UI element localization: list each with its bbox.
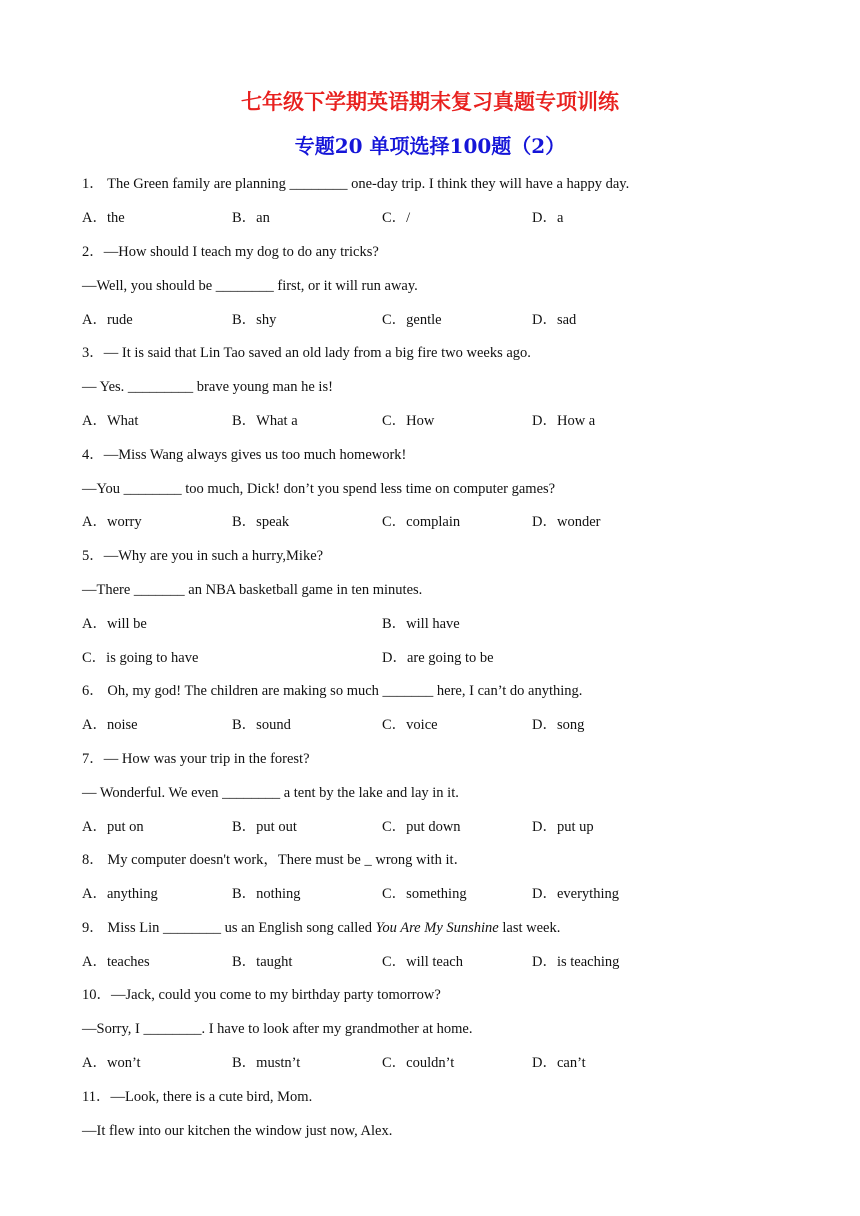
question-number: 1． [82,176,104,192]
q4-option-a: A．worry [82,514,142,530]
question-7-stem [82,749,310,769]
q3-option-c: C．How [382,413,435,429]
q2-option-a: A．rude [82,312,133,328]
q8-option-c: C．something [382,886,467,902]
page-subtitle: 专题20 单项选择100题（2） [294,134,566,158]
q6-option-b: B．sound [232,717,291,733]
q4-option-d: D．wonder [532,514,601,530]
q5-option-a: A．will be [82,616,147,632]
q3-option-a: A．What [82,413,139,429]
question-5-reply: —There _______ an NBA basketball game in ten minutes. [82,582,423,598]
question-2-stem [82,242,379,262]
question-6-stem [82,681,582,701]
question-text: —Why are you in such a hurry,Mike? [103,548,324,564]
q4-option-b: B．speak [232,514,290,530]
question-number: 9． [82,920,104,936]
question-10-reply: —Sorry, I ________. I have to look after my grandmother at home. [82,1021,473,1037]
question-11-reply: —It flew into our kitchen the window just now, Alex. [82,1123,393,1139]
question-10-stem [82,985,441,1005]
q8-option-a: A．anything [82,886,158,902]
q3-option-b: B．What a [232,413,298,429]
q7-option-b: B．put out [232,819,297,835]
question-number: 3． [82,345,104,361]
q5-option-c: C．is going to have [82,650,199,666]
q5-option-d: D．are going to be [382,650,494,666]
q10-option-d: D．can’t [532,1055,586,1071]
q7-option-d: D．put up [532,819,594,835]
question-text-end: last week. [498,920,561,936]
question-5-stem [82,546,323,566]
question-number: 10． [82,987,111,1003]
question-number: 11． [82,1089,111,1105]
q1-option-d: D．a [532,210,564,226]
question-number: 6． [82,683,104,699]
question-4-stem [82,445,406,465]
question-text: Oh, my god! The children are making so much _______ here, I can’t do anything. [103,683,583,699]
q3-option-d: D．How a [532,413,596,429]
song-title: You Are My Sunshine [375,920,499,936]
question-text: Miss Lin ________ us an English song called [103,920,376,936]
q2-option-b: B．shy [232,312,277,328]
question-number: 8． [82,852,104,868]
q6-option-d: D．song [532,717,585,733]
q8-option-d: D．everything [532,886,619,902]
q1-option-b: B．an [232,210,270,226]
question-text: My computer doesn't work，There must be _ wrong with it． [103,852,468,868]
question-3-stem [82,343,531,363]
q10-option-b: B．mustn’t [232,1055,301,1071]
q9-option-d: D．is teaching [532,954,620,970]
question-4-reply: —You ________ too much, Dick! don’t you spend less time on computer games? [82,481,556,497]
question-2-reply: —Well, you should be ________ first, or it will run away. [82,278,418,294]
q2-option-c: C．gentle [382,312,442,328]
question-text: — How was your trip in the forest? [103,751,310,767]
q9-option-a: A．teaches [82,954,150,970]
question-number: 4． [82,447,104,463]
q9-option-b: B．taught [232,954,293,970]
question-number: 7． [82,751,104,767]
question-text: —Jack, could you come to my birthday party tomorrow? [111,987,441,1003]
question-text: —Miss Wang always gives us too much homework! [103,447,407,463]
question-7-reply: — Wonderful. We even ________ a tent by the lake and lay in it. [82,785,459,801]
question-number: 2． [82,244,104,260]
question-11-stem [82,1087,312,1107]
q5-option-b: B．will have [382,616,460,632]
question-9-stem [82,918,560,938]
question-3-reply: — Yes. _________ brave young man he is! [82,379,333,395]
q7-option-a: A．put on [82,819,144,835]
q9-option-c: C．will teach [382,954,463,970]
q6-option-a: A．noise [82,717,138,733]
q10-option-c: C．couldn’t [382,1055,455,1071]
q6-option-c: C．voice [382,717,438,733]
question-text: —How should I teach my dog to do any tricks? [103,244,379,260]
question-1-stem [82,174,629,194]
question-text: The Green family are planning ________ one-day trip. I think they will have a happy day. [103,176,630,192]
question-number: 5． [82,548,104,564]
q7-option-c: C．put down [382,819,461,835]
q1-option-c: C．/ [382,210,411,226]
question-text: —Look, there is a cute bird, Mom. [110,1089,313,1105]
question-8-stem [82,850,468,870]
page-title: 七年级下学期英语期末复习真题专项训练 [241,89,619,114]
q1-option-a: A．the [82,210,125,226]
q8-option-b: B．nothing [232,886,301,902]
question-text: — It is said that Lin Tao saved an old lady from a big fire two weeks ago. [103,345,531,361]
q4-option-c: C．complain [382,514,461,530]
q10-option-a: A．won’t [82,1055,141,1071]
q2-option-d: D．sad [532,312,577,328]
